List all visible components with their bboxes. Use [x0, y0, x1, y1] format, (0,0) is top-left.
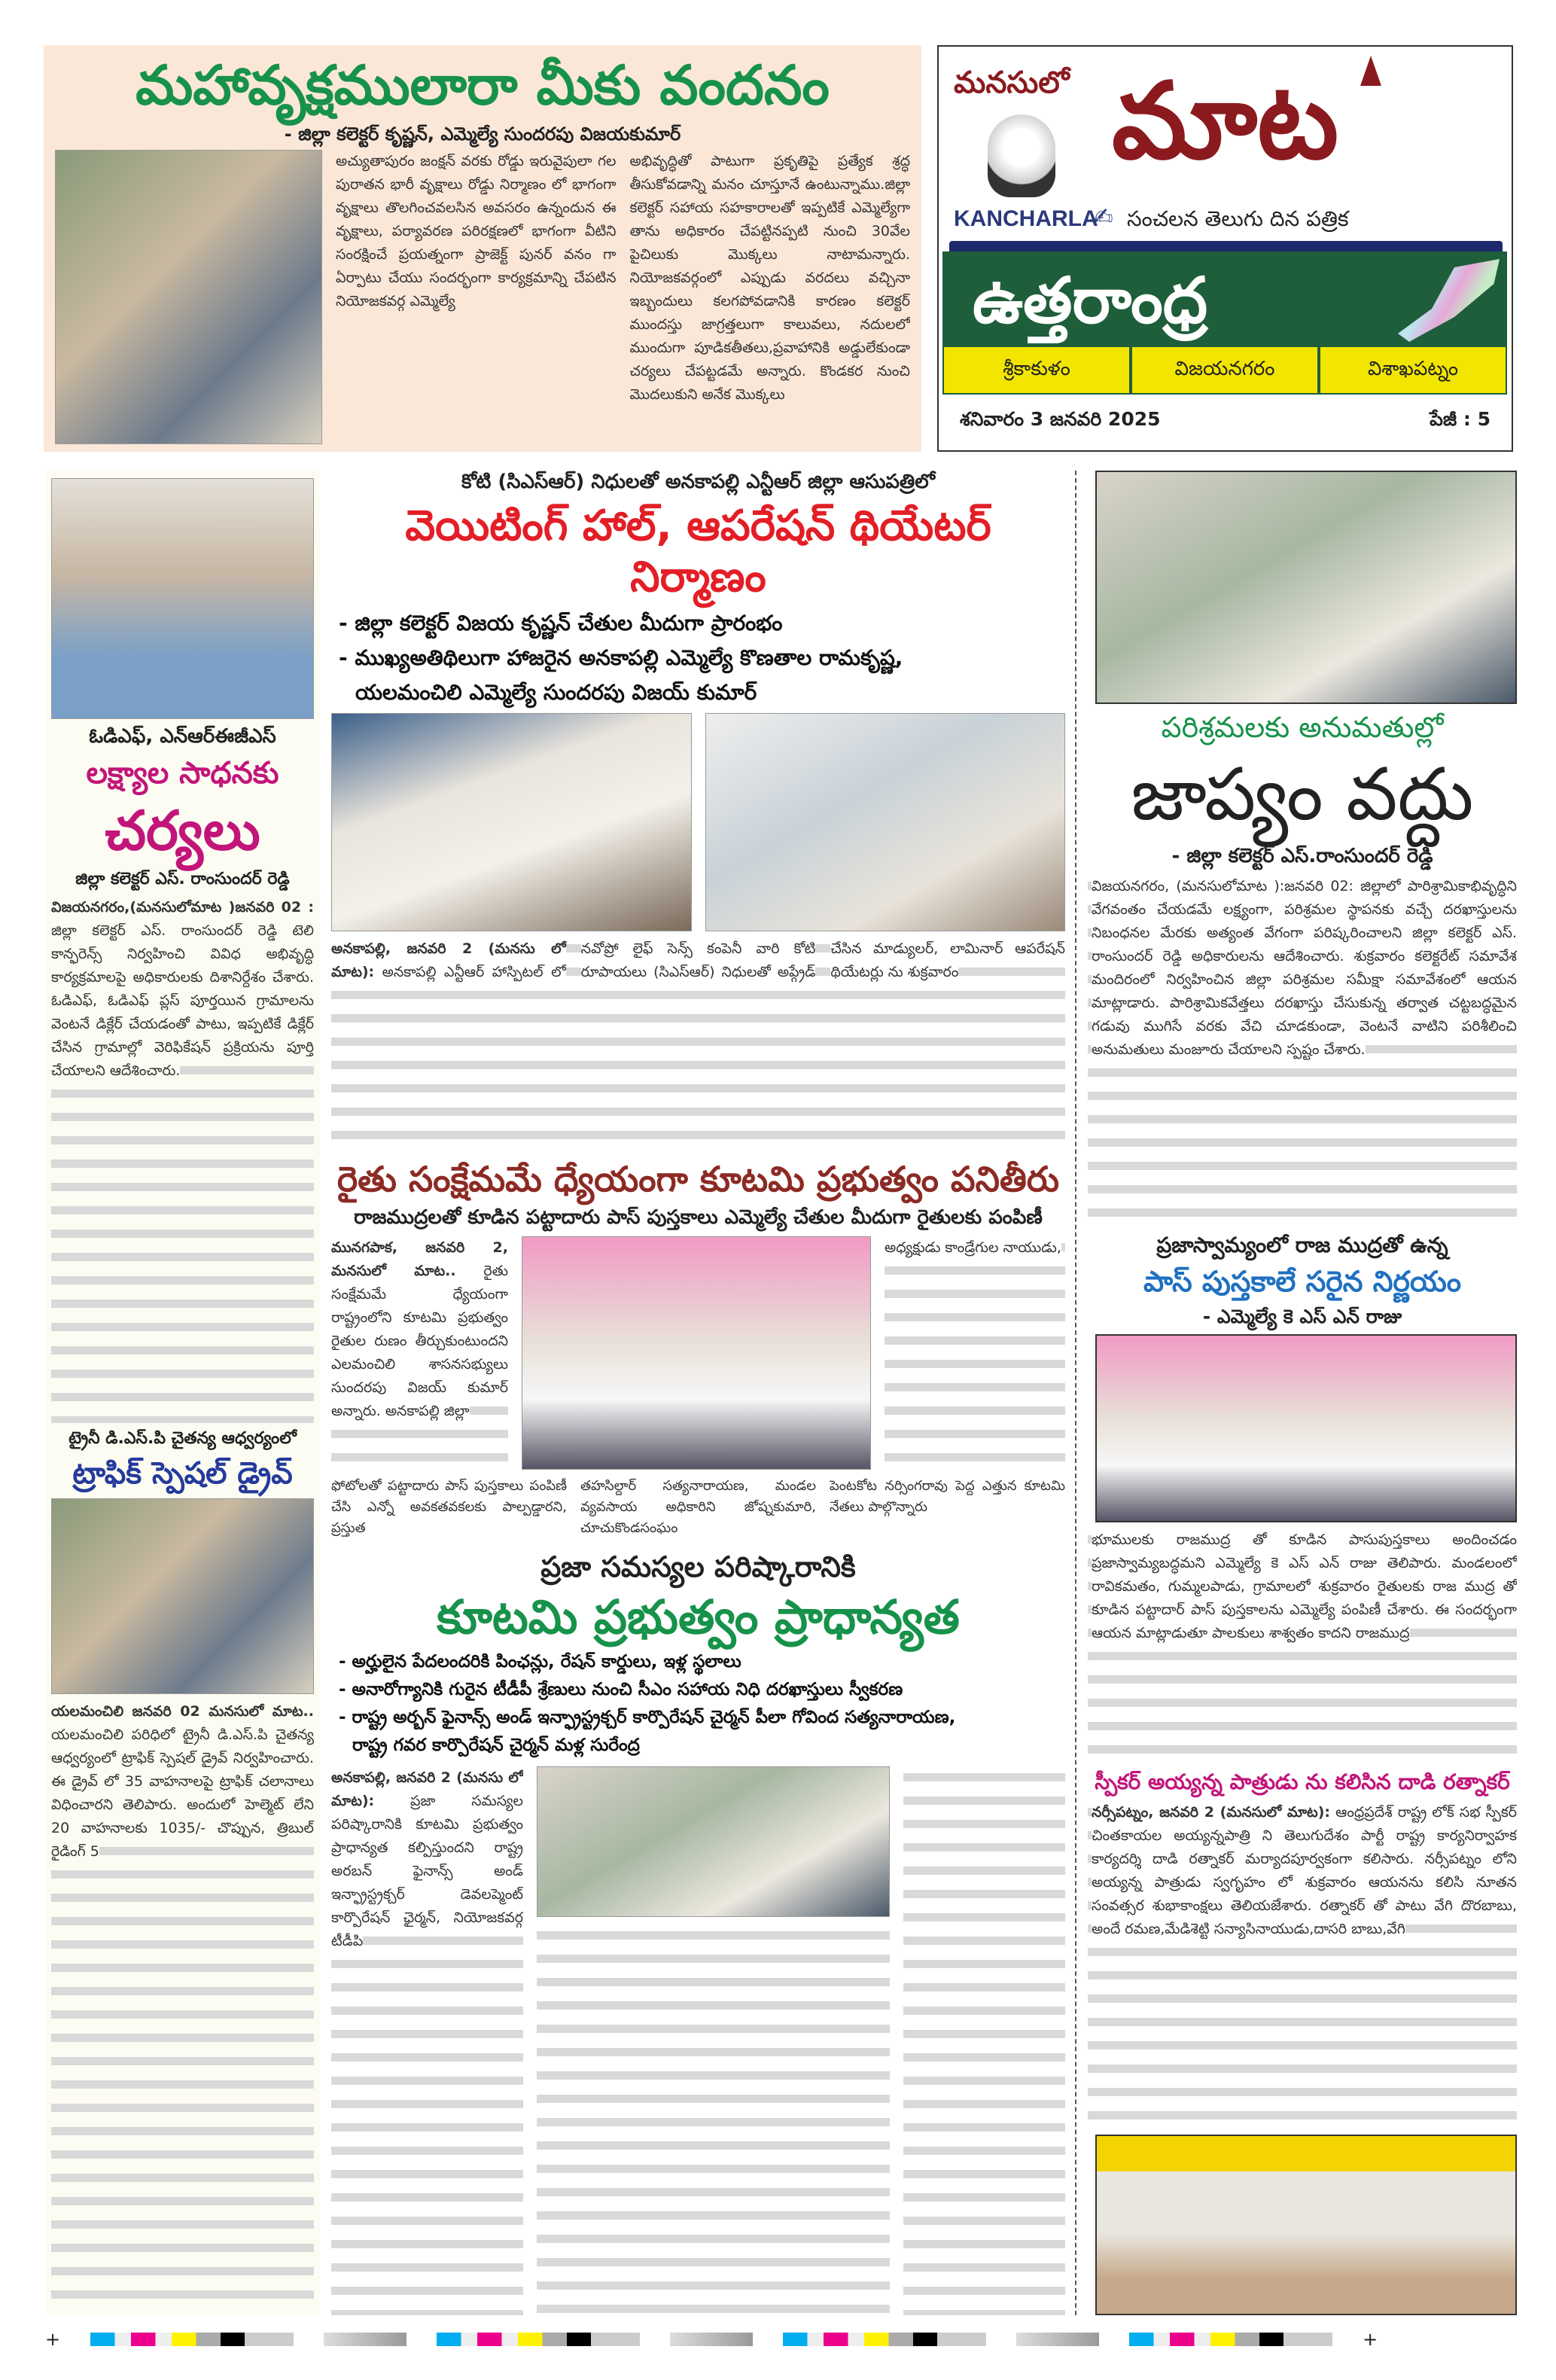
passbooks-article [1088, 1233, 1517, 1762]
color-bar [1129, 2333, 1332, 2346]
feature-article [44, 45, 921, 452]
traffic-photo [51, 1498, 314, 1694]
farmers-tail: పెంటకోట నర్సింగరావు పెద్ద ఎత్తున కూటమి నేతలు పాల్గొన్నారు [830, 1477, 1065, 1515]
farmers-tail: తహసిల్దార్ సత్యనారాయణ, మండల వ్యవసాయ అధికారిని జోష్నకుమారి, చూచుకొండసంఘం [580, 1477, 816, 1536]
praja-body-col [903, 1766, 1065, 2315]
page-number: పేజీ : 5 [1430, 408, 1491, 430]
passbooks-body: భూములకు రాజముద్ర తో కూడిన పాసుపుస్తకాలు అందించడం ప్రజాస్వామ్యబద్ధమని ఎమ్మెల్యే కె ఎస్ ఎన్ రాజు తెలిపారు. మండలంలో రావికమతం, గుమ్మలపాడు, గ్రామాలలో శుక్రవారం రైతులకు రాజ ముద్ర తో కూడిన పట్టాదార్ పాస్ పుస్తకాలను ఎమ్మెల్యే పంపిణీ చేశారు. ఈ సందర్భంగా ఆయన మాట్లాడుతూ పాలకులు శాశ్వతం కాదని రాజముద్ర [1088, 1528, 1517, 1762]
crop-mark-icon: + [1363, 2329, 1378, 2350]
gray-bar [670, 2333, 753, 2346]
praja-kicker: ప్రజా సమస్యల పరిష్కారానికి [540, 1550, 856, 1583]
speaker-headline: స్పీకర్ అయ్యన్న పాత్రుడు ను కలిసిన దాడి రత్నాకర్ [1095, 1769, 1510, 1795]
left-column [45, 471, 320, 2315]
pen-nib-icon [1360, 56, 1381, 86]
hospital-body: అనకాపల్లి, జనవరి 2 (మనసు లో మాట): అనకాపల్లి ఎన్టీఆర్ హాస్పిటల్ లో నవోప్రో లైఫ్ సెన్స్ కంపెనీ వారి కోటి రూపాయలు (సిఎస్ఆర్) నిధులతో అప్గ్రేడ్ చేసిన మాడ్యులర్, లామినార్ ఆపరేషన్ థియేటర్లు ను శుక్రవారం [331, 937, 1065, 1147]
praja-content [331, 1766, 1065, 2315]
founder-portrait [988, 114, 1055, 197]
district-bar [942, 346, 1507, 395]
praja-bullet: - అర్హులైన పేదలందరికి పింఛన్లు, రేషన్ కార్డులు, ఇళ్ల స్థలాలు [339, 1651, 741, 1671]
tagline: సంచలన తెలుగు దిన పత్రిక [1127, 206, 1349, 231]
center-column [331, 471, 1065, 2315]
edition-title: ఉత్తరాంధ్ర [973, 264, 1208, 337]
speaker-photo [1095, 2135, 1517, 2315]
right-column [1088, 471, 1517, 2315]
odf-kicker: ఓడిఎఫ్, ఎన్ఆర్ఈజీఎస్ [89, 725, 276, 748]
district-srikakulam[interactable]: శ్రీకాకుళం [944, 347, 1129, 393]
edition-banner [942, 251, 1507, 395]
praja-article [331, 1550, 1065, 2315]
farmers-headline: రైతు సంక్షేమమే ధ్యేయంగా కూటమి ప్రభుత్వం పనితీరు [336, 1158, 1060, 1199]
farmers-tail: ఫోటోలతో పట్టాదారు పాస్ పుస్తకాలు పంపిణీ చేసి ఎన్నో అవకతవకలకు పాల్పడ్డారని, ప్రస్తుత [331, 1477, 567, 1536]
praja-bullet: - అనారోగ్యానికి గురైన టీడీపీ శ్రేణులు నుంచి సీఎం సహాయ నిధి దరఖాస్తులు స్వీకరణ [339, 1679, 903, 1699]
color-bar [90, 2333, 294, 2346]
brand-name: KANCHARLA [954, 206, 1098, 231]
farmers-body-col3: అధ్యక్షుడు కాండ్రేగుల నాయుడు, [885, 1236, 1065, 1470]
praja-bullet: రాష్ట్ర గవర కార్పొరేషన్ చైర్మన్ మళ్ల సురేంద్ర [352, 1735, 640, 1755]
odf-headline-2: చర్యలు [105, 798, 260, 862]
odf-body: విజయనగరం,(మనసులోమాట )జనవరి 02 : జిల్లా కలెక్టర్ ఎస్. రాంసుందర్ రెడ్డి టెలి కాన్ఫరెన్స్ నిర్వహించి వివిధ అభివృద్ధి కార్యక్రమాలపై అధికారులకు దిశానిర్దేశం చేశారు. ఓడిఎఫ్, ఓడిఎఫ్ ప్లస్ పూర్తయిన గ్రామాలను వెంటనే డిక్లేర్ చేయడంతో పాటు, ఇప్పటికే డిక్లేర్ చేసిన గ్రామాల్లో వెరిఫికేషన్ ప్రక్రియను పూర్తి చేయాలని ఆదేశించారు. [51, 896, 314, 1423]
industries-body: విజయనగరం, (మనసులోమాట ):జనవరి 02: జిల్లాలో పారిశ్రామికాభివృద్ధిని వేగవంతం చేయడమే లక్ష్యంగా, పరిశ్రమల స్థాపనకు వచ్చే దరఖాస్తులను నిబంధనల మేరకు అత్యంత వేగంగా పరిష్కరించాలని జిల్లా కలెక్టర్ ఎస్. రాంసుందర్ రెడ్డి అధికారులను ఆదేశించారు. శుక్రవారం కలెక్టరేట్ సమావేశ మందిరంలో నిర్వహించిన జిల్లా పరిశ్రమల సమీక్షా సమావేశంలో ఆయన మాట్లాడారు. పారిశ్రామికవేత్తలు దరఖాస్తు చేసుకున్న తర్వాత చట్టబద్ధమైన గడువు ముగిసే వరకు వేచి చూడకుండా, వెంటనే వాటిని పరిశీలించి అనుమతులు మంజూరు చేయాలని స్పష్టం చేశారు. [1088, 875, 1517, 1225]
registration-strip [45, 2330, 1517, 2348]
industries-kicker: పరిశ్రమలకు అనుమతుల్లో [1161, 711, 1444, 744]
district-visakhapatnam[interactable]: విశాఖపట్నం [1320, 347, 1506, 393]
hospital-photo-ribbon [331, 713, 692, 931]
industries-byline: - జిల్లా కలెక్టర్ ఎస్.రాంసుందర్ రెడ్డి [1171, 845, 1433, 868]
column-divider [1075, 471, 1076, 2315]
odf-headline-1: లక్ష్యాల సాధనకు [86, 755, 279, 791]
praja-body: అనకాపల్లి, జనవరి 2 (మనసు లో మాట): ప్రజా సమస్యల పరిష్కారానికి కూటమి ప్రభుత్వం ప్రాధాన్యత కల్పిస్తుందని రాష్ట్ర అరబన్ ఫైనాన్స్ అండ్ ఇన్ఫ్రాస్ట్రక్చర్ డెవలప్మెంట్ కార్పొరేషన్ ఛైర్మన్, నియోజకవర్గ టీడీపి [331, 1766, 523, 2315]
color-bar [783, 2333, 986, 2346]
gray-bar [324, 2333, 407, 2346]
industries-article [1088, 471, 1517, 1225]
praja-body-col [537, 1924, 890, 2315]
praja-headline: కూటమి ప్రభుత్వం ప్రాధాన్యత [437, 1589, 960, 1644]
speaker-article [1088, 1769, 1517, 2315]
hospital-photos [331, 713, 1065, 931]
hospital-kicker: కోటి (సిఎస్ఆర్) నిధులతో అనకాపల్లి ఎన్టీఆర్ జిల్లా ఆసుపత్రిలో [461, 471, 936, 493]
gray-bar [1016, 2333, 1099, 2346]
feature-body-col2: అభివృద్ధితో పాటుగా ప్రకృతిపై ప్రత్యేక శ్రద్ధ తీసుకోవడాన్ని మనం చూస్తూనే ఉంటున్నాము.జిల్లా కలెక్టర్ సహాయ సహకారాలతో ఇప్పటికే ఎమ్మెల్యేగా తాను అధికారం చేపట్టినప్పటి నుంచి 30వేల పైచిలుకు మొక్కలు నాటామన్నారు. నియోజకవర్గంలో ఎప్పుడు వరదలు వచ్చినా ఇబ్బందులు కలగపోవడానికి కారణం కలెక్టర్ ముందస్తు జాగ్రత్తలుగా కాలువలు, నదులలో ముందుగా పూడికతీతలు,ప్రవాహానికి అడ్డులేకుండా చర్యలు చేపట్టడమే అన్నారు. కొండకర నుంచి మొదలుకుని అనేక మొక్కలు [629, 153, 910, 404]
traffic-body: యలమంచిలి జనవరి 02 మనసులో మాట.. యలమంచిలి పరిధిలో ట్రైనీ డి.ఎస్.పి చైతన్య ఆధ్వర్యంలో ట్రాఫిక్ స్పెషల్ డ్రైవ్ నిర్వహించారు. ఈ డ్రైవ్ లో 35 వాహనాలపై ట్రాఫిక్ చలానాలు విధించారని తెలిపారు. అందులో హెల్మెట్ లేని 20 వాహనాలకు 1035/- చొప్పున, త్రిబుల్ రైడింగ్ 5 [51, 1700, 314, 2308]
farmers-subheadline: రాజముద్రలతో కూడిన పట్టాదారు పాస్ పుస్తకాలు ఎమ్మెల్యే చేతుల మీదుగా రైతులకు పంపిణీ [354, 1205, 1043, 1229]
hospital-article [331, 471, 1065, 1147]
crop-mark-icon: + [45, 2329, 61, 2350]
feature-headline: మహావృక్షములారా మీకు వందనం [136, 53, 830, 117]
writing-hand-icon: ✍ [1093, 203, 1113, 231]
logo-kicker: మనసులో [954, 66, 1070, 100]
farmers-photo [522, 1236, 871, 1470]
masthead [937, 45, 1513, 452]
farmers-tails [331, 1476, 1065, 1539]
hospital-headline: వెయిటింగ్ హాల్, ఆపరేషన్ థియేటర్ నిర్మాణం [405, 501, 991, 602]
feature-byline: - జిల్లా కలెక్టర్ కృష్ణన్, ఎమ్మెల్యే సుందరపు విజయకుమార్ [284, 123, 681, 145]
praja-middle [537, 1766, 890, 2315]
hospital-bullet: - ముఖ్యఅతిథిలుగా హాజరైన అనకాపల్లి ఎమ్మెల్యే కొణతాల రామకృష్ణ, [339, 645, 903, 671]
collector-photo [51, 478, 314, 719]
industries-photo [1095, 471, 1517, 704]
district-vizianagaram[interactable]: విజయనగరం [1132, 347, 1317, 393]
issue-date: శనివారం 3 జనవరి 2025 [960, 408, 1161, 430]
feature-photo [55, 150, 322, 444]
feature-content [55, 150, 910, 444]
farmers-article [331, 1158, 1065, 1539]
hospital-bullet: - జిల్లా కలెక్టర్ విజయ కృష్ణన్ చేతుల మీదుగా ప్రారంభం [339, 611, 783, 636]
feature-body-col1: అచ్యుతాపురం జంక్షన్ వరకు రోడ్డు ఇరువైపులా గల పురాతన భారీ వృక్షాలు రోడ్డు నిర్మాణం లో భాగంగా వృక్షాలు తొలగించవలసిన అవసరం ఉన్నందున ఈ వృక్షాలు, పర్యావరణ పరిరక్షణలో భాగంగా వీటిని సంరక్షించే ప్రయత్నంగా ప్రాజెక్ట్ పునర్ వనం గా ఏర్పాటు చేయు సందర్భంగా కార్యక్రమాన్ని చేపటిన నియోజకవర్గ ఎమ్మెల్యే [336, 153, 617, 310]
farmers-content [331, 1236, 1065, 1470]
traffic-kicker: ట్రైనీ డి.ఎస్.పి చైతన్య ఆధ్వర్యంలో [69, 1429, 297, 1449]
color-bar [437, 2333, 640, 2346]
traffic-headline: ట్రాఫిక్ స్పెషల్ డ్రైవ్ [72, 1456, 293, 1491]
farmers-body: మునగపాక, జనవరి 2, మనసులో మాట.. రైతు సంక్షేమమే ధ్యేయంగా రాష్ట్రంలోని కూటమి ప్రభుత్వం రైతుల రుణం తీర్చుకుంటుందని ఎలమంచిలి శాసనసభ్యులు సుందరపు విజయ్ కుమార్ అన్నారు. అనకాపల్లి జిల్లా [331, 1236, 508, 1470]
hospital-photo-equipment [705, 713, 1066, 931]
region-map-icon [1387, 259, 1500, 342]
passbooks-kicker: ప్రజాస్వామ్యంలో రాజ ముద్రతో ఉన్న [1156, 1233, 1448, 1258]
passbooks-photo [1095, 1334, 1517, 1522]
passbooks-byline: - ఎమ్మెల్యే కె ఎస్ ఎన్ రాజు [1202, 1305, 1402, 1327]
praja-photo [537, 1766, 890, 1917]
industries-headline: జాప్యం వద్దు [1131, 752, 1474, 837]
praja-bullet: - రాష్ట్ర అర్బన్ ఫైనాన్స్ అండ్ ఇన్ఫ్రాస్ట్రక్చర్ కార్పొరేషన్ చైర్మన్ పీలా గోవింద సత్యనారాయణ, [339, 1707, 956, 1727]
passbooks-headline: పాస్ పుస్తకాలే సరైన నిర్ణయం [1143, 1265, 1462, 1299]
speaker-body: నర్సీపట్నం, జనవరి 2 (మనసులో మాట): ఆంధ్రప్రదేశ్ రాష్ట్ర లోక్ సభ స్పీకర్ చింతకాయల అయ్యన్నపాత్రి ని తెలుగుదేశం పార్టీ రాష్ట్ర కార్యనిర్వాహక కార్యదర్శి దాడి రత్నాకర్ మర్యాదపూర్వకంగా కలిసారు. నర్సీపట్నం లోని అయ్యన్న పాత్రుడు స్వగృహం లో శుక్రవారం ఆయనను కలిసి నూతన సంవత్సర శుభాకాంక్షలు తెలియజేశారు. రత్నాకర్ తో పాటు వేగి దొరబాబు, అందే రమణ,మేడిశెట్టి సన్యాసినాయుడు,దాసరి బాబు,వేగి [1088, 1801, 1517, 2129]
hospital-bullet: యలమంచిలి ఎమ్మెల్యే సుందరపు విజయ్ కుమార్ [355, 679, 757, 705]
logo-title: మాట [1112, 60, 1339, 183]
masthead-rule [949, 241, 1503, 251]
odf-byline: జిల్లా కలెక్టర్ ఎస్. రాంసుందర్ రెడ్డి [75, 870, 290, 889]
